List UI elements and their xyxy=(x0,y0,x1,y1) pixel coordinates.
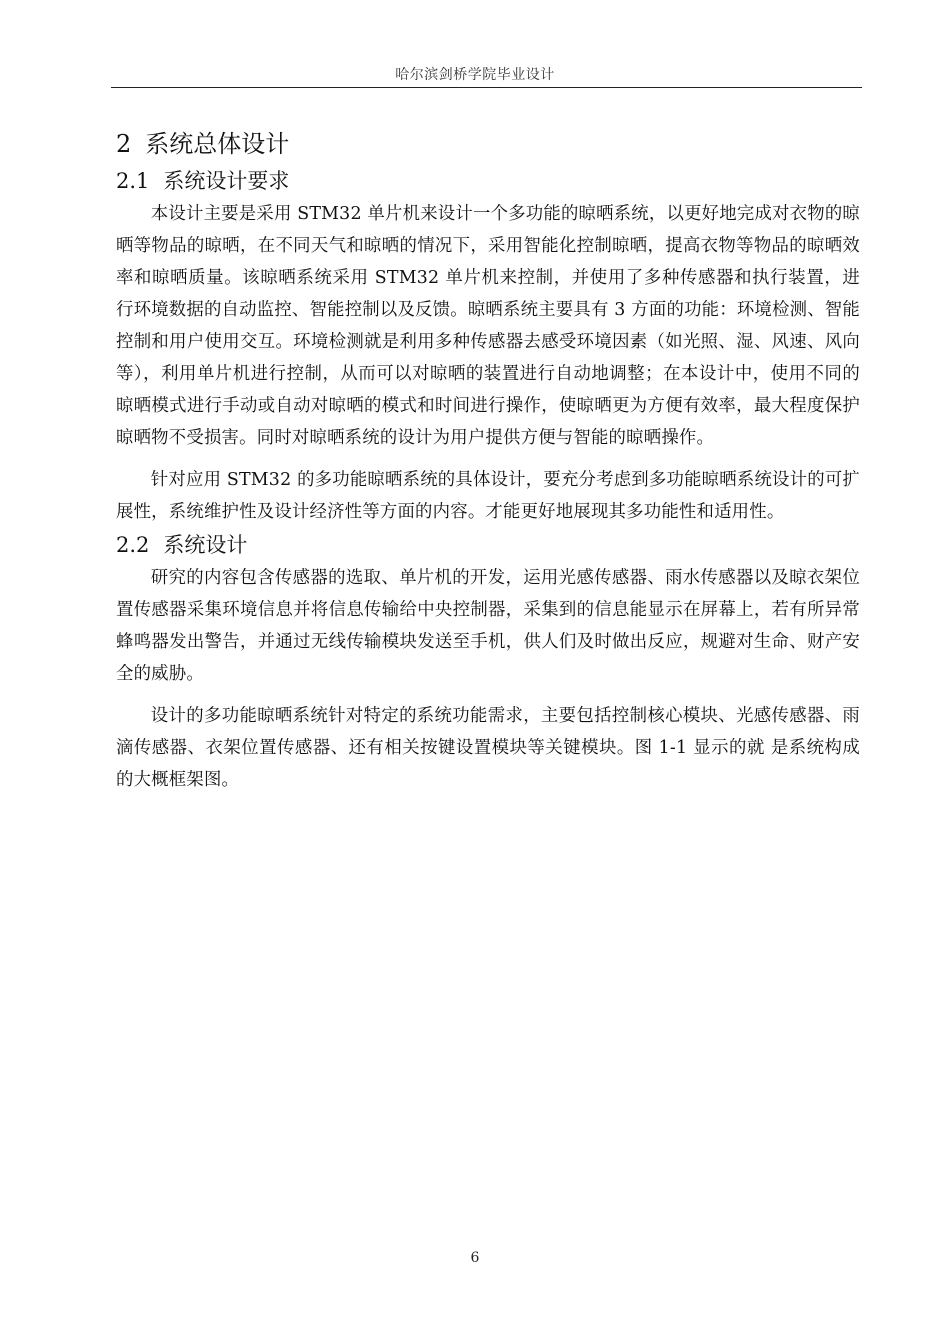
body-paragraph: 针对应用 STM32 的多功能晾晒系统的具体设计，要充分考虑到多功能晾晒系统设计的可扩展性，系统维护性及设计经济性等方面的内容。才能更好地展现其多功能性和适用性。 xyxy=(116,470,860,522)
section-title: 系统设计 xyxy=(163,533,248,557)
section-number: 2.2 xyxy=(116,533,150,557)
running-header: 哈尔滨剑桥学院毕业设计 xyxy=(395,67,555,83)
chapter-title: 系统总体设计 xyxy=(145,130,290,158)
section-number: 2.1 xyxy=(116,169,150,193)
body-paragraph: 设计的多功能晾晒系统针对特定的系统功能需求，主要包括控制核心模块、光感传感器、雨滴传感器、衣架位置传感器、还有相关按键设置模块等关键模块。图 1-1 显示的就 是系统构成的大概框架图。 xyxy=(116,706,860,790)
chapter-heading xyxy=(116,120,860,164)
section-heading-2-1 xyxy=(116,164,860,198)
chapter-number: 2 xyxy=(116,130,132,158)
page-number: 6 xyxy=(470,1250,480,1266)
section-heading-2-2 xyxy=(116,528,860,562)
section-title: 系统设计要求 xyxy=(163,169,290,193)
page-content xyxy=(116,120,860,796)
body-paragraph: 本设计主要是采用 STM32 单片机来设计一个多功能的晾晒系统，以更好地完成对衣物的晾晒等物品的晾晒，在不同天气和晾晒的情况下，采用智能化控制晾晒，提高衣物等物品的晾晒效率和晾晒质量。该晾晒系统采用 STM32 单片机来控制，并使用了多种传感器和执行装置，进行环境数据的自动监控、智能控制以及反馈。晾晒系统主要具有 3 方面的功能：环境检测、智能控制和用户使用交互。环境检测就是利用多种传感器去感受环境因素（如光照、湿、风速、风向等），利用单片机进行控制，从而可以对晾晒的装置进行自动地调整；在本设计中，使用不同的晾晒模式进行手动或自动对晾晒的模式和时间进行操作，使晾晒更为方便有效率，最大程度保护晾晒物不受损害。同时对晾晒系统的设计为用户提供方便与智能的晾晒操作。 xyxy=(116,204,860,448)
body-paragraph: 研究的内容包含传感器的选取、单片机的开发，运用光感传感器、雨水传感器以及晾衣架位置传感器采集环境信息并将信息传输给中央控制器，采集到的信息能显示在屏幕上，若有所异常蜂鸣器发出警告，并通过无线传输模块发送至手机，供人们及时做出反应，规避对生命、财产安全的威胁。 xyxy=(116,568,860,684)
header-rule xyxy=(111,87,862,88)
